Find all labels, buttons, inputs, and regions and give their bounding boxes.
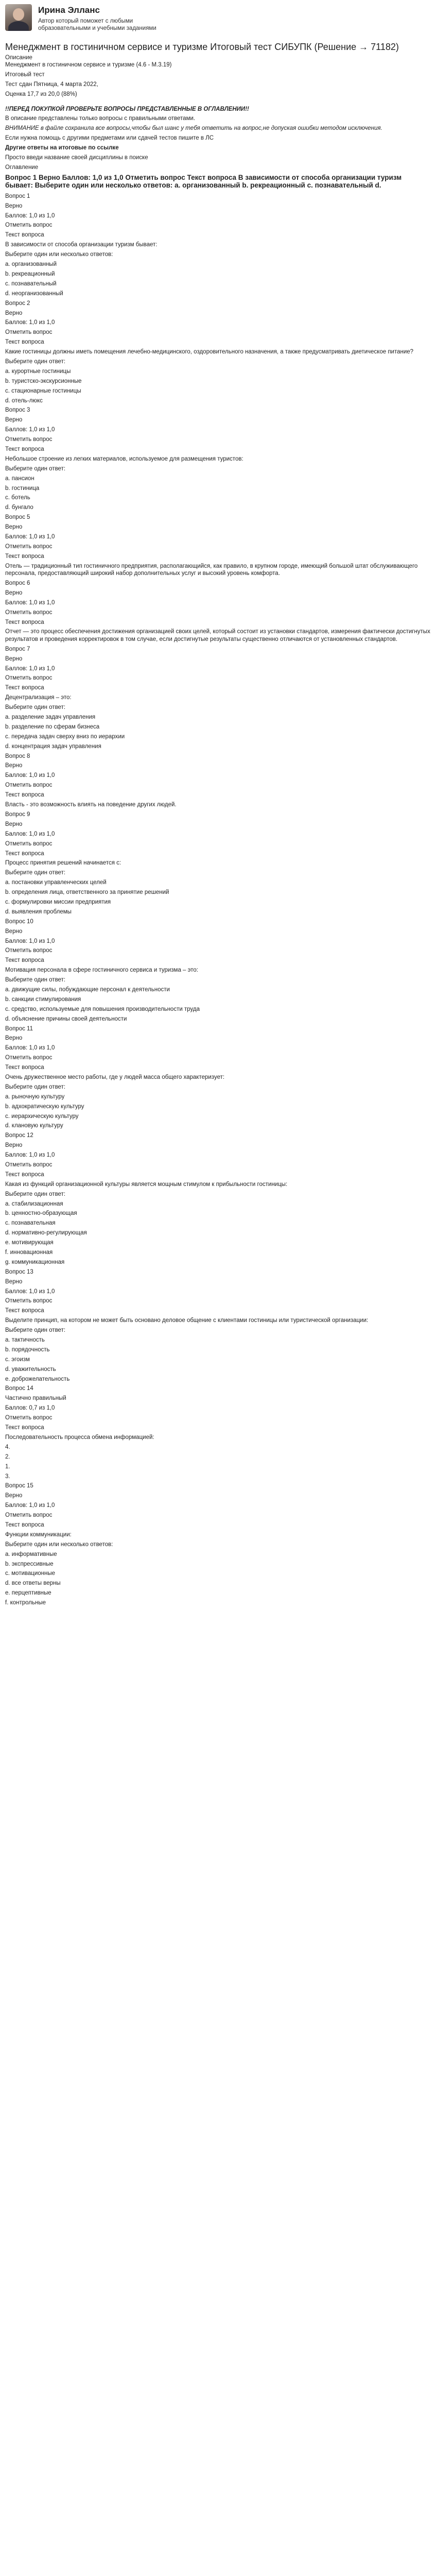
question-score: Баллов: 1,0 из 1,0 [5, 427, 55, 433]
question-text: Небольшое строение из легких материалов, используемое для размещения туристов: [5, 455, 243, 462]
question-text: Отчет — это процесс обеспечения достижения организацией своих целей, который состоит из установки стандартов, измерения фактически достигнутых результатов и проведения корректировок в том случае, если достигнутые результаты существенно отличаются от установленных стандартов. [5, 629, 430, 642]
meta-line: Оценка 17,7 из 20,0 (88%) [5, 91, 77, 98]
question-number: Вопрос 8 [5, 753, 30, 759]
answer-option: b. рекреационный [5, 270, 55, 277]
question-score: Баллов: 1,0 из 1,0 [5, 1288, 55, 1295]
flag-question-link[interactable]: Отметить вопрос [5, 543, 53, 550]
answer-option: b. порядочность [5, 1346, 50, 1353]
question-status: Верно [5, 417, 23, 423]
question-text-label: Текст вопроса [5, 850, 44, 857]
answer-instruction: Выберите один ответ: [5, 358, 66, 365]
question-number: Вопрос 12 [5, 1132, 33, 1139]
question-number: Вопрос 13 [5, 1268, 33, 1275]
sequence-item: 3. [5, 1473, 10, 1480]
answer-option: c. познавательная [5, 1220, 56, 1227]
notice-line: Просто введи название своей дисциплины в поиске [5, 155, 148, 161]
question-status: Верно [5, 1493, 23, 1499]
question-status: Верно [5, 310, 23, 316]
question-text: Функции коммуникации: [5, 1531, 72, 1538]
question-number: Вопрос 15 [5, 1483, 33, 1489]
question-status: Верно [5, 202, 23, 209]
question-status: Верно [5, 1035, 23, 1042]
question-status: Верно [5, 589, 23, 596]
question-status: Верно [5, 1278, 23, 1285]
answer-option: c. ботель [5, 495, 30, 501]
answer-option: b. санкции стимулирования [5, 996, 81, 1003]
meta-line: Менеджмент в гостиничном сервисе и туризме (4.6 - М.3.19) [5, 62, 172, 69]
author-name[interactable]: Ирина Элланс [38, 5, 100, 15]
question-number: Вопрос 3 [5, 407, 30, 414]
question-status: Частично правильный [5, 1395, 66, 1402]
question-text-label: Текст вопроса [5, 1171, 44, 1178]
question-status: Верно [5, 1142, 23, 1149]
question-text: Отель — традиционный тип гостиничного предприятия, располагающийся, как правило, в крупном городе, имеющий большой штат обслуживающего персонала, предоставляющий широкий набор дополнительных услуг и высокий уровень комфорта. [5, 563, 418, 577]
sequence-item: 4. [5, 1444, 10, 1450]
question-text: Очень дружественное место работы, где у людей масса общего характеризует: [5, 1074, 225, 1080]
question-text: Мотивация персонала в сфере гостиничного сервиса и туризма – это: [5, 967, 198, 974]
question-text-label: Текст вопроса [5, 1425, 44, 1431]
answer-option: e. перцептивные [5, 1590, 51, 1597]
question-text: Какие гостиницы должны иметь помещения лечебно-медицинского, оздоровительного назначения, а также предусматривать диетическое питание? [5, 349, 414, 355]
intro-heading: Вопрос 1 Верно Баллов: 1,0 из 1,0 Отметить вопрос Текст вопроса В зависимости от способа организации туризм бывает: Выберите один или несколько ответов: a. организованный b. рекреационный c. познавательный d. [5, 173, 402, 190]
question-status: Верно [5, 821, 23, 827]
question-text: Власть - это возможность влиять на поведение других людей. [5, 802, 177, 808]
question-text-label: Текст вопроса [5, 685, 44, 691]
meta-line: Тест сдан Пятница, 4 марта 2022, [5, 81, 98, 88]
purchase-warning: !!ПЕРЕД ПОКУПКОЙ ПРОВЕРЬТЕ ВОПРОСЫ ПРЕДСТАВЛЕННЫЕ В ОГЛАВЛЕНИИ!! [5, 106, 249, 112]
answer-option: b. экспрессивные [5, 1561, 54, 1567]
answer-option: a. организованный [5, 261, 57, 268]
answer-option: c. эгоизм [5, 1356, 30, 1363]
answer-option: d. все ответы верны [5, 1580, 61, 1587]
answer-option: a. тактичность [5, 1337, 45, 1344]
answer-option: a. пансион [5, 475, 34, 482]
answer-instruction: Выберите один ответ: [5, 704, 66, 711]
question-score: Баллов: 1,0 из 1,0 [5, 772, 55, 779]
question-number: Вопрос 6 [5, 580, 30, 586]
answer-option: f. контрольные [5, 1600, 46, 1606]
question-text: В зависимости от способа организации туризм бывает: [5, 242, 158, 248]
page-title: Менеджмент в гостиничном сервисе и туризме Итоговый тест СИБУПК (Решение → 71182) [5, 42, 399, 52]
flag-question-link[interactable]: Отметить вопрос [5, 1055, 53, 1061]
question-status: Верно [5, 762, 23, 769]
question-text-label: Текст вопроса [5, 957, 44, 964]
question-score: Баллов: 1,0 из 1,0 [5, 938, 55, 944]
sequence-item: 2. [5, 1453, 10, 1460]
answer-option: b. определения лица, ответственного за принятие решений [5, 889, 169, 896]
answer-option: c. мотивационные [5, 1570, 56, 1577]
question-number: Вопрос 11 [5, 1025, 33, 1032]
question-score: Баллов: 1,0 из 1,0 [5, 533, 55, 540]
answer-option: a. курортные гостиницы [5, 368, 71, 375]
flag-question-link[interactable]: Отметить вопрос [5, 329, 53, 336]
question-number: Вопрос 5 [5, 514, 30, 521]
answer-option: a. рыночную культуру [5, 1093, 65, 1100]
answer-option: c. познавательный [5, 280, 57, 287]
question-status: Верно [5, 655, 23, 662]
question-score: Баллов: 1,0 из 1,0 [5, 1502, 55, 1509]
answer-option: f. инновационная [5, 1249, 53, 1256]
author-info [38, 4, 156, 32]
answer-option: c. формулировки миссии предприятия [5, 899, 111, 905]
flag-question-link[interactable]: Отметить вопрос [5, 436, 53, 443]
question-score: Баллов: 1,0 из 1,0 [5, 319, 55, 326]
flag-question-link[interactable]: Отметить вопрос [5, 1162, 53, 1168]
question-number: Вопрос 1 [5, 193, 30, 199]
answer-option: b. туристско-экскурсионные [5, 378, 82, 384]
question-status: Верно [5, 524, 23, 531]
notice-line: Если нужна помощь с другими предметами или сдачей тестов пишите в ЛС [5, 135, 214, 142]
answer-option: d. клановую культуру [5, 1123, 63, 1129]
answer-instruction: Выберите один ответ: [5, 465, 66, 472]
answer-option: d. нормативно-регулирующая [5, 1230, 87, 1236]
answer-option: a. движущие силы, побуждающие персонал к деятельности [5, 986, 170, 993]
flag-question-link[interactable]: Отметить вопрос [5, 947, 53, 954]
question-text-label: Текст вопроса [5, 1064, 44, 1071]
question-number: Вопрос 2 [5, 300, 30, 307]
question-text-label: Текст вопроса [5, 553, 44, 560]
document-body [5, 54, 431, 1607]
answer-option: d. бунгало [5, 504, 33, 511]
question-text-label: Текст вопроса [5, 446, 44, 452]
question-score: Баллов: 0,7 из 1,0 [5, 1405, 55, 1412]
meta-line: Описание [5, 55, 32, 61]
question-text-label: Текст вопроса [5, 1521, 44, 1528]
flag-question-link[interactable]: Отметить вопрос [5, 1298, 53, 1304]
flag-question-link[interactable]: Отметить вопрос [5, 609, 53, 616]
flag-question-link[interactable]: Отметить вопрос [5, 222, 53, 229]
answer-instruction: Выберите один ответ: [5, 1191, 66, 1197]
sequence-item: 1. [5, 1463, 10, 1470]
flag-question-link[interactable]: Отметить вопрос [5, 1512, 53, 1519]
question-score: Баллов: 1,0 из 1,0 [5, 665, 55, 672]
question-text: Процесс принятия решений начинается с: [5, 860, 121, 867]
answer-option: a. информативные [5, 1551, 57, 1557]
answer-option: d. неорганизованный [5, 290, 63, 297]
question-score: Баллов: 1,0 из 1,0 [5, 1152, 55, 1159]
question-number: Вопрос 10 [5, 918, 33, 925]
notice-line: В описание представлены только вопросы с правильными ответами. [5, 115, 196, 122]
answer-option: b. гостиница [5, 485, 40, 492]
answer-option: c. иерархическую культуру [5, 1113, 79, 1120]
question-number: Вопрос 14 [5, 1385, 33, 1392]
question-number: Вопрос 7 [5, 646, 30, 652]
answer-option: e. доброжелательность [5, 1376, 70, 1382]
answer-option: a. разделение задач управления [5, 714, 96, 721]
question-list [5, 193, 431, 1607]
answer-option: d. объяснение причины своей деятельности [5, 1015, 127, 1022]
author-card [5, 4, 431, 32]
question-text: Децентрализация – это: [5, 694, 72, 701]
question-number: Вопрос 9 [5, 811, 30, 818]
flag-question-link[interactable]: Отметить вопрос [5, 1415, 53, 1421]
answer-option: d. отель-люкс [5, 397, 43, 404]
question-score: Баллов: 1,0 из 1,0 [5, 831, 55, 837]
answer-option: a. стабилизационная [5, 1200, 63, 1207]
answer-option: b. ценностно-образующая [5, 1210, 77, 1217]
answer-option: c. средство, используемые для повышения производительности труда [5, 1006, 200, 1012]
answer-instruction: Выберите один ответ: [5, 870, 66, 876]
answer-option: g. коммуникационная [5, 1259, 65, 1265]
answer-option: c. стационарные гостиницы [5, 387, 81, 394]
question-text-label: Текст вопроса [5, 232, 44, 239]
question-text-label: Текст вопроса [5, 792, 44, 799]
answer-option: e. мотивирующая [5, 1240, 54, 1246]
meta-line: Итоговый тест [5, 72, 45, 78]
answer-option: b. адхократическую культуру [5, 1103, 84, 1110]
answer-instruction: Выберите один ответ: [5, 977, 66, 984]
question-score: Баллов: 1,0 из 1,0 [5, 212, 55, 219]
flag-question-link[interactable]: Отметить вопрос [5, 675, 53, 682]
answer-option: d. выявления проблемы [5, 908, 72, 915]
answer-instruction: Выберите один или несколько ответов: [5, 251, 113, 258]
answer-instruction: Выберите один ответ: [5, 1327, 66, 1334]
question-status: Верно [5, 928, 23, 935]
answer-option: d. уважительность [5, 1366, 56, 1372]
notice-line: ВНИМАНИЕ в файле сохранила все вопросы,чтобы был шанс у тебя ответить на вопрос,не допуская ошибки методом исключения. [5, 125, 382, 132]
question-text: Какая из функций организационной культуры является мощным стимулом к прибыльности гостиницы: [5, 1181, 288, 1188]
answer-option: c. передача задач сверху вниз по иерархии [5, 733, 125, 740]
answer-option: a. постановки управленческих целей [5, 879, 107, 886]
author-description: Автор который поможет с любыми образовательными и учебными заданиями [38, 18, 156, 31]
answer-option: d. концентрация задач управления [5, 743, 101, 750]
other-answers-link[interactable]: Другие ответы на итоговые по ссылке [5, 145, 119, 151]
question-score: Баллов: 1,0 из 1,0 [5, 599, 55, 606]
question-text: Последовательность процесса обмена информацией: [5, 1434, 154, 1440]
question-text-label: Текст вопроса [5, 339, 44, 346]
flag-question-link[interactable]: Отметить вопрос [5, 840, 53, 847]
flag-question-link[interactable]: Отметить вопрос [5, 782, 53, 789]
table-of-contents-label: Оглавление [5, 164, 39, 171]
answer-instruction: Выберите один или несколько ответов: [5, 1541, 113, 1548]
author-avatar[interactable] [5, 4, 32, 31]
answer-instruction: Выберите один ответ: [5, 1083, 66, 1090]
question-text-label: Текст вопроса [5, 1308, 44, 1314]
question-text: Выделите принцип, на котором не может быть основано деловое общение с клиентами гостиницы или туристической организации: [5, 1317, 369, 1324]
answer-option: b. разделение по сферам бизнеса [5, 723, 100, 730]
question-score: Баллов: 1,0 из 1,0 [5, 1045, 55, 1052]
question-text-label: Текст вопроса [5, 619, 44, 625]
